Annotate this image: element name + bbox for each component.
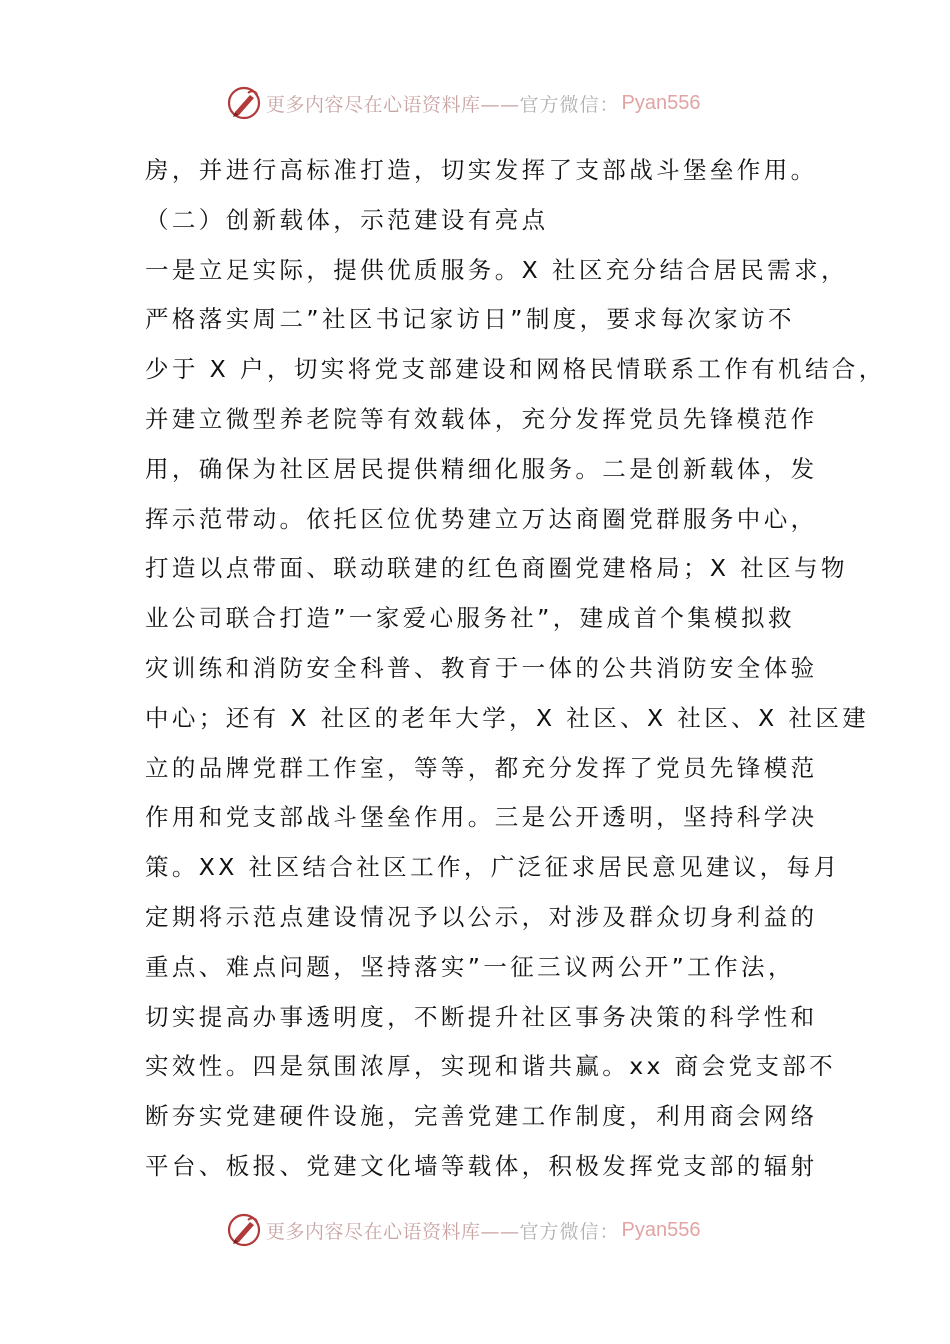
header-wechat-label: 官方微信：	[519, 93, 620, 116]
text-line: 切实提高办事透明度，不断提升社区事务决策的科学性和	[145, 1002, 818, 1031]
text-line: 中心；还有 X 社区的老年大学，X 社区、X 社区、X 社区建	[145, 703, 870, 732]
header-banner-content	[226, 83, 701, 123]
pen-circle-logo-icon	[226, 85, 262, 121]
text-line: 并建立微型养老院等有效载体，充分发挥党员先锋模范作	[145, 404, 818, 433]
text-line: 业公司联合打造”一家爱心服务社”，建成首个集模拟救	[145, 604, 795, 633]
text-line: 作用和党支部战斗堡垒作用。三是公开透明，坚持科学决	[145, 803, 818, 832]
text-line: 灾训练和消防安全科普、教育于一体的公共消防安全体验	[145, 653, 818, 682]
text-line: 一是立足实际，提供优质服务。X 社区充分结合居民需求，	[145, 255, 848, 284]
text-line: 打造以点带面、联动联建的红色商圈党建格局；X 社区与物	[145, 554, 848, 583]
text-line: 定期将示范点建设情况予以公示，对涉及群众切身利益的	[145, 902, 818, 931]
text-line: 用，确保为社区居民提供精细化服务。二是创新载体，发	[145, 454, 818, 483]
text-line: 立的品牌党群工作室，等等，都充分发挥了党员先锋模范	[145, 753, 818, 782]
text-line: 房，并进行高标准打造，切实发挥了支部战斗堡垒作用。	[145, 156, 818, 184]
footer-banner-text: 更多内容尽在心语资料库——	[266, 1220, 520, 1243]
header-wechat-id: Pyan556	[621, 91, 701, 114]
text-line: 平台、板报、党建文化墙等载体，积极发挥党支部的辐射	[145, 1151, 818, 1180]
section-heading: （二）创新载体，示范建设有亮点	[145, 205, 549, 234]
text-line: 少于 X 户，切实将党支部建设和网格民情联系工作有机结合，	[145, 355, 886, 384]
text-line: 策。XX 社区结合社区工作，广泛征求居民意见建议，每月	[145, 853, 841, 882]
pen-circle-logo-icon	[226, 1212, 262, 1248]
footer-banner-content	[226, 1210, 701, 1250]
footer-banner	[0, 1210, 950, 1250]
text-line: 严格落实周二”社区书记家访日”制度，要求每次家访不	[145, 305, 795, 334]
document-body	[145, 146, 886, 1192]
text-line: 挥示范带动。依托区位优势建立万达商圈党群服务中心，	[145, 504, 818, 533]
text-line: 断夯实党建硬件设施，完善党建工作制度，利用商会网络	[145, 1102, 818, 1131]
text-line: 实效性。四是氛围浓厚，实现和谐共赢。xx 商会党支部不	[145, 1052, 837, 1081]
header-banner-text: 更多内容尽在心语资料库——	[266, 93, 520, 116]
text-line: 重点、难点问题，坚持落实”一征三议两公开”工作法，	[145, 952, 795, 981]
footer-wechat-id: Pyan556	[621, 1218, 701, 1241]
header-banner	[0, 83, 950, 123]
footer-wechat-label: 官方微信：	[519, 1220, 620, 1243]
